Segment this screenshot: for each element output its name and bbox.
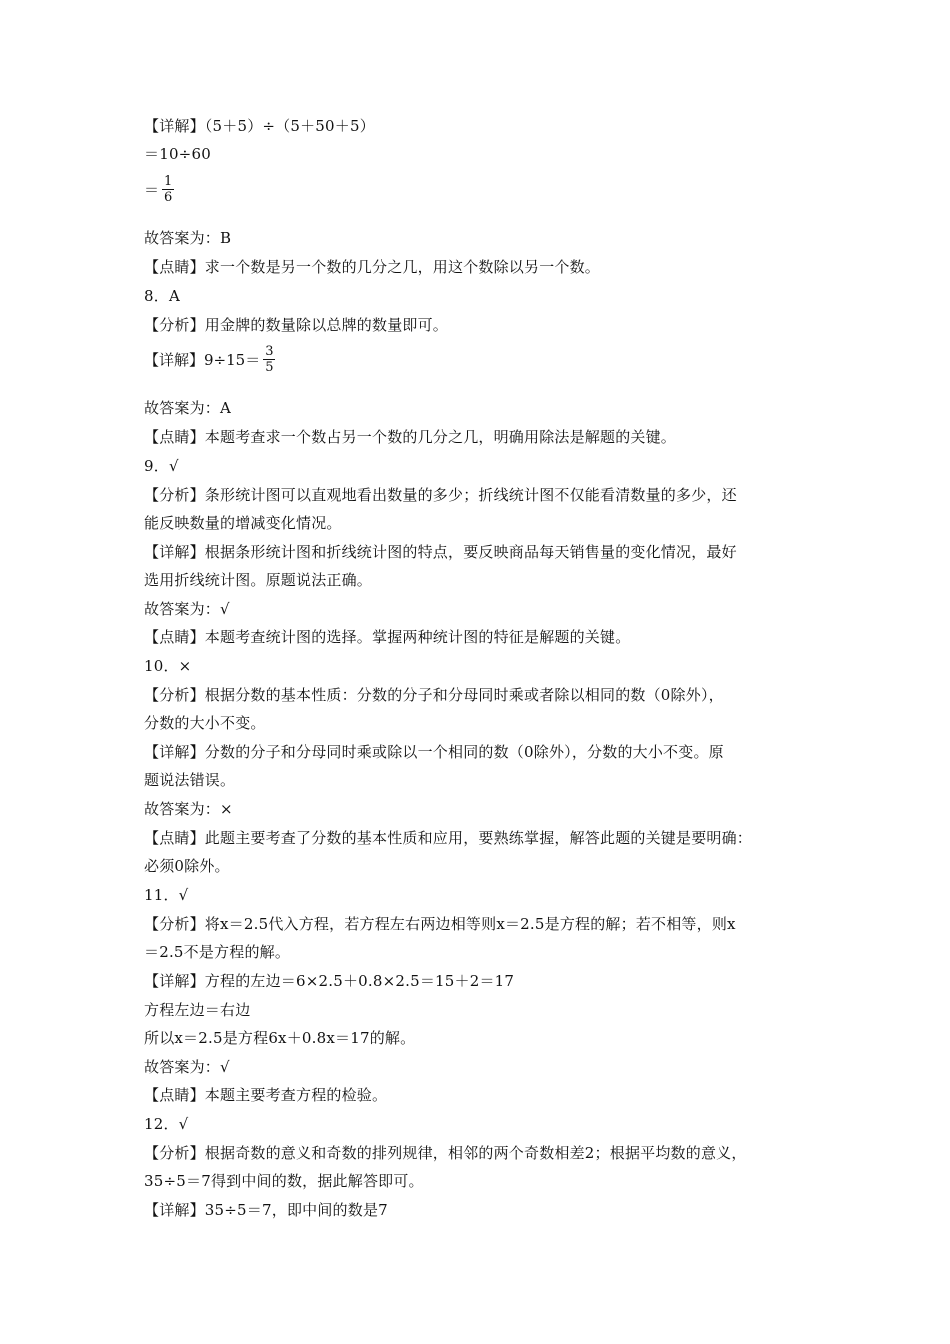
line-question-8: 8．A <box>144 287 180 305</box>
line-detail-9a: 【详解】根据条形统计图和折线统计图的特点，要反映商品每天销售量的变化情况，最好 <box>144 543 737 561</box>
fraction-denominator: 5 <box>265 360 274 375</box>
line-detail-9b: 选用折线统计图。原题说法正确。 <box>144 571 373 589</box>
line-answer-7: 故答案为：B <box>144 229 232 247</box>
line-question-10: 10．× <box>144 657 192 675</box>
line-detail-12: 【详解】35÷5＝7，即中间的数是7 <box>144 1201 388 1219</box>
line-analysis-12b: 35÷5＝7得到中间的数，据此解答即可。 <box>144 1172 424 1190</box>
fraction-numerator: 1 <box>164 174 173 189</box>
line-analysis-8: 【分析】用金牌的数量除以总牌的数量即可。 <box>144 316 449 334</box>
line-calc-fraction <box>144 174 174 205</box>
line-answer-10: 故答案为：× <box>144 800 233 818</box>
line-detail-11c: 所以x＝2.5是方程6x＋0.8x＝17的解。 <box>144 1029 416 1047</box>
line-detail-11a: 【详解】方程的左边＝6×2.5＋0.8×2.5＝15＋2＝17 <box>144 972 515 990</box>
line-detail-8 <box>144 344 275 375</box>
fraction-numerator: 3 <box>265 344 274 359</box>
line-comment-10b: 必须0除外。 <box>144 857 230 875</box>
line-comment-10a: 【点睛】此题主要考查了分数的基本性质和应用，要熟练掌握，解答此题的关键是要明确： <box>144 829 753 847</box>
line-analysis-9a: 【分析】条形统计图可以直观地看出数量的多少；折线统计图不仅能看清数量的多少，还 <box>144 486 737 504</box>
line-analysis-10a: 【分析】根据分数的基本性质：分数的分子和分母同时乘或者除以相同的数（0除外）， <box>144 686 724 704</box>
line-calc-1: ＝10÷60 <box>144 145 211 163</box>
fraction-denominator: 6 <box>164 190 173 205</box>
line-detail-10b: 题说法错误。 <box>144 771 236 789</box>
line-answer-8: 故答案为：A <box>144 399 232 417</box>
line-answer-11: 故答案为：√ <box>144 1058 230 1076</box>
line-comment-7: 【点睛】求一个数是另一个数的几分之几，用这个数除以另一个数。 <box>144 258 601 276</box>
line-question-11: 11．√ <box>144 886 189 904</box>
line-analysis-12a: 【分析】根据奇数的意义和奇数的排列规律，相邻的两个奇数相差2；根据平均数的意义， <box>144 1144 747 1162</box>
line-answer-9: 故答案为：√ <box>144 600 230 618</box>
line-question-9: 9．√ <box>144 457 179 475</box>
line-analysis-11a: 【分析】将x＝2.5代入方程，若方程左右两边相等则x＝2.5是方程的解；若不相等，则x <box>144 915 736 933</box>
line-question-12: 12．√ <box>144 1115 189 1133</box>
line-analysis-9b: 能反映数量的增减变化情况。 <box>144 514 342 532</box>
line-comment-8: 【点睛】本题考查求一个数占另一个数的几分之几，明确用除法是解题的关键。 <box>144 428 677 446</box>
line-analysis-10b: 分数的大小不变。 <box>144 714 266 732</box>
line-detail-11b: 方程左边＝右边 <box>144 1001 251 1019</box>
line-detail-10a: 【详解】分数的分子和分母同时乘或除以一个相同的数（0除外），分数的大小不变。原 <box>144 743 724 761</box>
line-analysis-11b: ＝2.5不是方程的解。 <box>144 943 291 961</box>
fraction-prefix: ＝ <box>144 181 160 199</box>
fraction-one-sixth <box>162 174 174 205</box>
line-detail-7: 【详解】（5＋5）÷（5＋50＋5） <box>144 117 375 135</box>
fraction-prefix: 【详解】9÷15＝ <box>144 351 261 369</box>
fraction-three-fifths <box>263 344 275 375</box>
line-comment-11: 【点睛】本题主要考查方程的检验。 <box>144 1086 388 1104</box>
line-comment-9: 【点睛】本题考查统计图的选择。掌握两种统计图的特征是解题的关键。 <box>144 628 631 646</box>
